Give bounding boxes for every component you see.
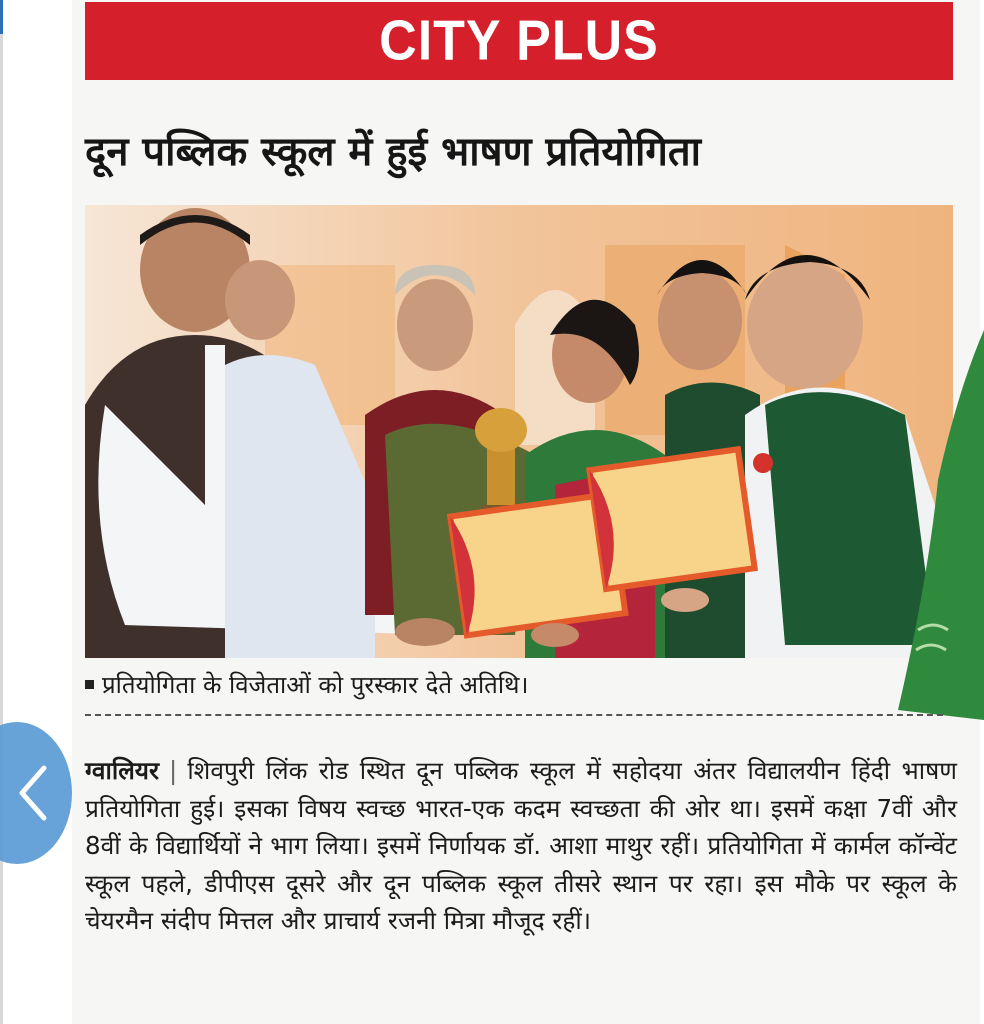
page-edge <box>0 0 3 1024</box>
caption-bullet <box>85 680 94 689</box>
chevron-left-icon <box>16 764 50 822</box>
photo-caption-text: प्रतियोगिता के विजेताओं को पुरस्कार देते अतिथि। <box>102 671 529 699</box>
article-dateline: ग्वालियर <box>85 756 160 785</box>
article-body-text: शिवपुरी लिंक रोड स्थित दून पब्लिक स्कूल में सहोदया अंतर विद्यालयीन हिंदी भाषण प्रतियोगिता हुई। इसका विषय स्वच्छ भारत-एक कदम स्वच्छता की ओर था। इसमें कक्षा 7वीं और 8वीं के विद्यार्थियों ने भाग लिया। इसमें निर्णायक डॉ. आशा माथुर रहीं। प्रतियोगिता में कार्मल कॉन्वेंट स्कूल पहले, डीपीएस दूसरे और दून पब्लिक स्कूल तीसरे स्थान पर रहा। इस मौके पर स्कूल के चेयरमैन संदीप मित्तल और प्राचार्य रजनी मित्रा मौजूद रहीं। <box>85 756 957 935</box>
photo-caption <box>85 668 945 701</box>
caption-divider <box>85 714 943 716</box>
article-body <box>85 752 957 940</box>
previous-page-button[interactable] <box>0 722 72 864</box>
page-edge-marker <box>0 0 3 34</box>
section-banner <box>85 2 953 80</box>
dateline-separator: | <box>169 756 178 785</box>
green-flag-decoration <box>898 330 984 720</box>
section-banner-title: CITY PLUS <box>379 9 659 73</box>
award-ceremony-illustration <box>85 205 953 658</box>
article-headline: दून पब्लिक स्कूल में हुई भाषण प्रतियोगिता <box>85 129 702 175</box>
article-photo <box>85 205 953 658</box>
